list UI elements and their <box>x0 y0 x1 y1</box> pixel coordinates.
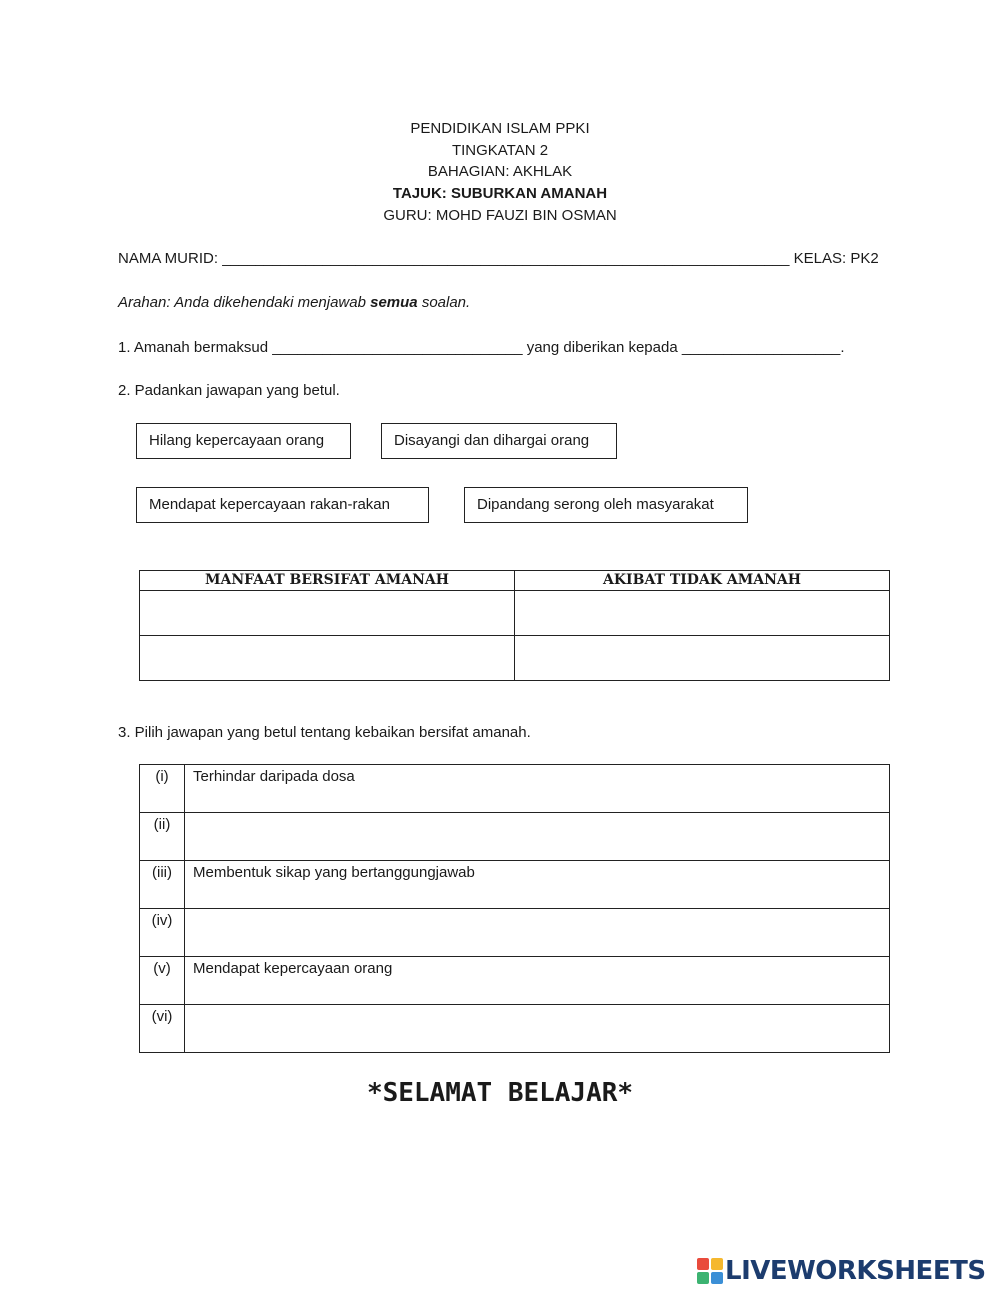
table-row <box>140 813 890 861</box>
header-consequence: AKIBAT TIDAK AMANAH <box>515 571 890 591</box>
q1-end: . <box>840 339 845 356</box>
q1-blank2[interactable]: ___________________ <box>681 339 841 356</box>
closing-message: *SELAMAT BELAJAR* <box>366 1078 634 1108</box>
match-option-1[interactable]: Hilang kepercayaan orang <box>136 423 351 459</box>
row-number: (iv) <box>140 909 185 957</box>
topic-title: TAJUK: SUBURKAN AMANAH <box>392 185 608 203</box>
consequence-drop-slot[interactable] <box>515 591 890 636</box>
table-row <box>140 861 890 909</box>
benefit-drop-slot[interactable] <box>140 636 515 681</box>
q1-part2: yang diberikan kepada <box>522 339 682 356</box>
subject-line: PENDIDIKAN ISLAM PPKI <box>410 120 590 137</box>
table-row <box>140 765 890 813</box>
name-blank[interactable]: ____________________________________________________________________ <box>222 250 790 267</box>
table-row <box>140 957 890 1005</box>
row-number: (v) <box>140 957 185 1005</box>
liveworksheets-logo-icon <box>697 1258 723 1284</box>
instruction <box>118 294 470 311</box>
brand-logo[interactable] <box>697 1256 986 1286</box>
class-label: KELAS: PK2 <box>789 250 879 267</box>
header-benefit: MANFAAT BERSIFAT AMANAH <box>140 571 515 591</box>
match-option-2[interactable]: Disayangi dan dihargai orang <box>381 423 617 459</box>
row-answer[interactable]: Mendapat kepercayaan orang <box>185 957 890 1005</box>
brand-name: LIVEWORKSHEETS <box>725 1256 986 1286</box>
table-row <box>140 1005 890 1053</box>
row-number: (i) <box>140 765 185 813</box>
worksheet-header <box>0 118 1000 227</box>
instruction-suffix: soalan. <box>417 294 471 311</box>
row-answer[interactable] <box>185 909 890 957</box>
benefit-drop-slot[interactable] <box>140 591 515 636</box>
match-option-3[interactable]: Mendapat kepercayaan rakan-rakan <box>136 487 429 523</box>
matching-table <box>139 570 890 681</box>
q1-blank1[interactable]: ______________________________ <box>272 339 523 356</box>
question-2: 2. Padankan jawapan yang betul. <box>118 382 340 399</box>
row-number: (vi) <box>140 1005 185 1053</box>
row-number: (ii) <box>140 813 185 861</box>
row-answer[interactable]: Terhindar daripada dosa <box>185 765 890 813</box>
question-3: 3. Pilih jawapan yang betul tentang kebaikan bersifat amanah. <box>118 724 531 741</box>
instruction-emphasis: semua <box>370 294 418 311</box>
teacher-line: GURU: MOHD FAUZI BIN OSMAN <box>383 206 617 224</box>
student-info-row <box>118 250 879 267</box>
form-line: TINGKATAN 2 <box>451 141 549 159</box>
instruction-prefix: Arahan: Anda dikehendaki menjawab <box>118 294 371 311</box>
choice-table <box>139 764 890 1053</box>
question-1 <box>118 339 845 356</box>
name-label: NAMA MURID: <box>118 250 223 267</box>
consequence-drop-slot[interactable] <box>515 636 890 681</box>
row-number: (iii) <box>140 861 185 909</box>
section-line: BAHAGIAN: AKHLAK <box>427 163 573 181</box>
q1-part1: 1. Amanah bermaksud <box>118 339 273 356</box>
row-answer[interactable] <box>185 813 890 861</box>
match-option-4[interactable]: Dipandang serong oleh masyarakat <box>464 487 748 523</box>
row-answer[interactable] <box>185 1005 890 1053</box>
table-row <box>140 909 890 957</box>
row-answer[interactable]: Membentuk sikap yang bertanggungjawab <box>185 861 890 909</box>
